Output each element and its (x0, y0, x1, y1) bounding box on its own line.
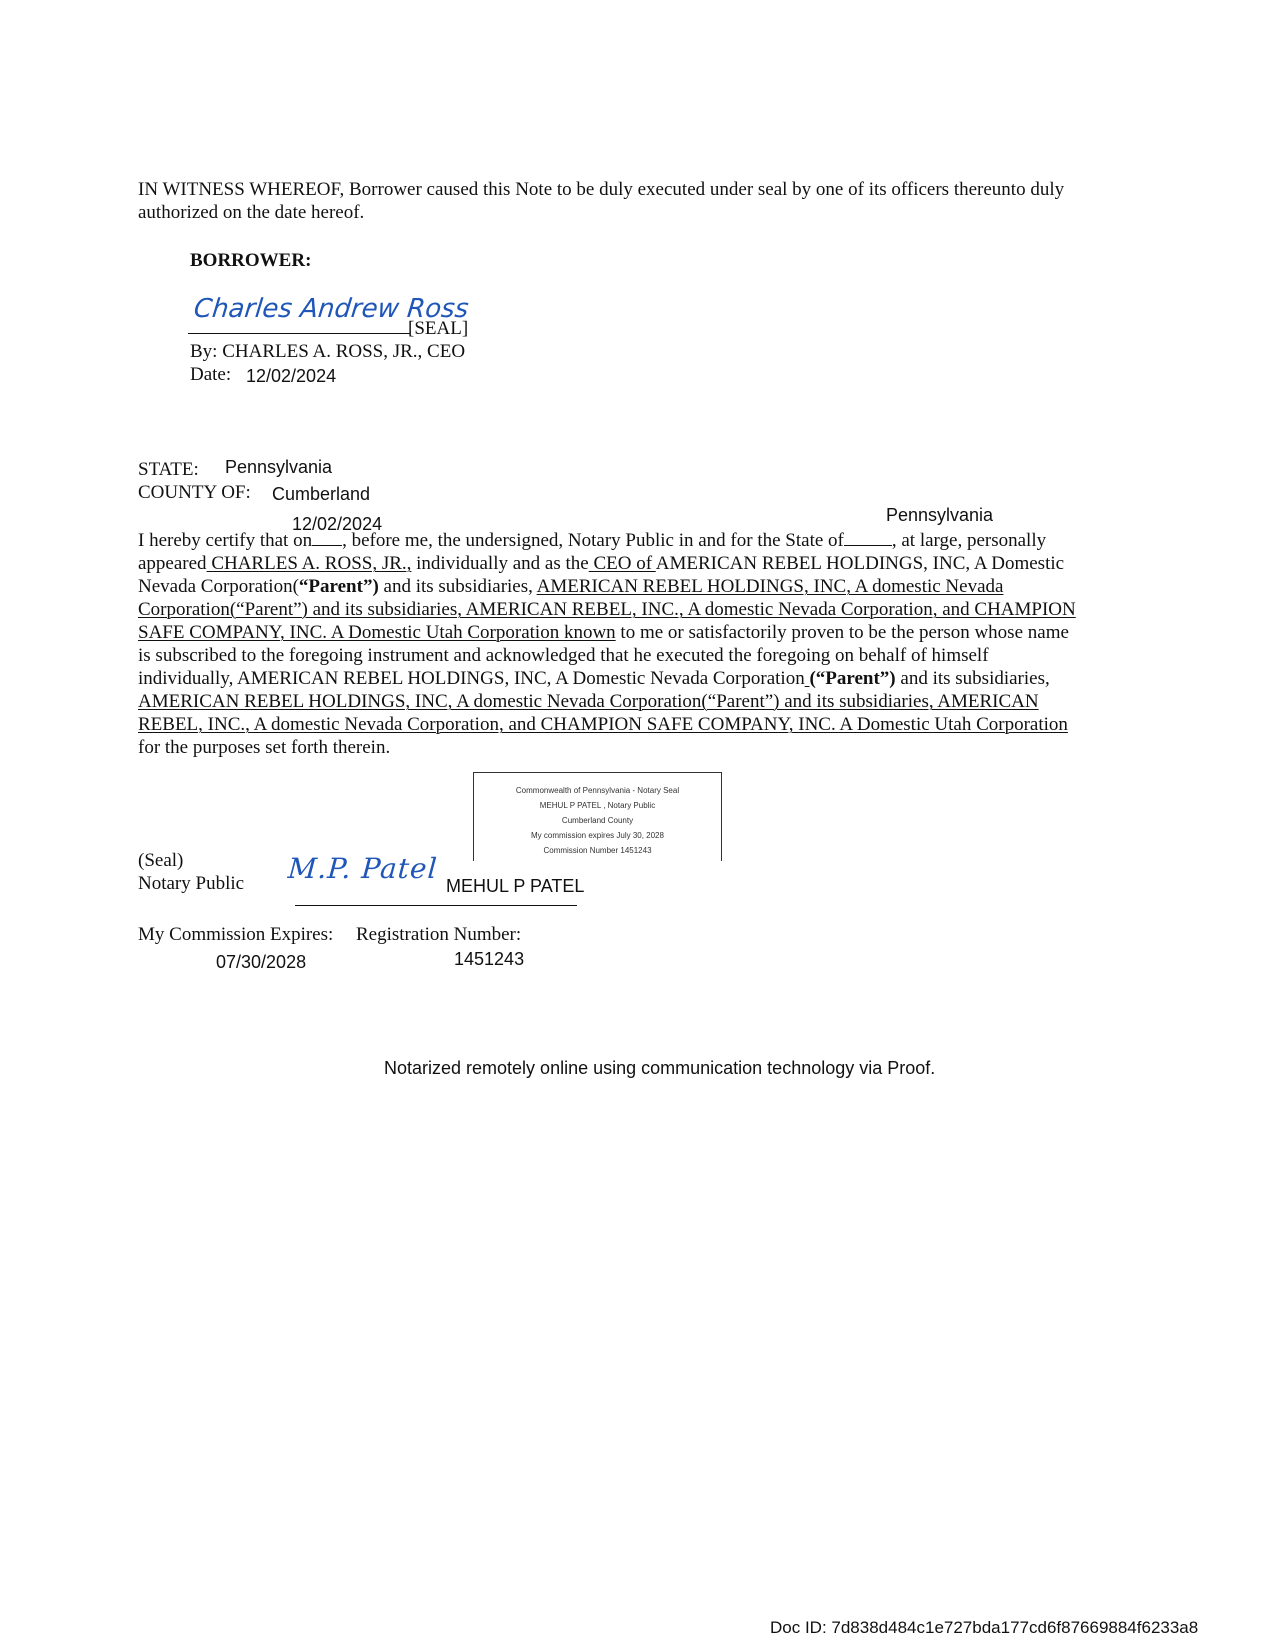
appeared-title: CEO of (588, 553, 656, 574)
certification-state-fill: Pennsylvania (886, 505, 994, 525)
borrower-by-line: By: CHARLES A. ROSS, JR., CEO (190, 341, 466, 362)
state-value: Pennsylvania (225, 457, 333, 477)
seal-line-4: My commission expires July 30, 2028 (531, 831, 664, 840)
registration-number-value: 1451243 (454, 949, 525, 969)
notary-seal-stamp (473, 772, 722, 861)
borrower-heading: BORROWER: (190, 250, 312, 271)
cert-l7-b: and its subsidiaries, (895, 668, 1050, 689)
certification-line-5 (138, 622, 1069, 644)
witness-line-2: authorized on the date hereof. (138, 202, 365, 223)
certification-line-3 (138, 576, 1003, 598)
cert-l4-entities: Corporation(“Parent”) and its subsidiaries, AMERICAN REBEL, INC., A domestic Nevada Corporation, and CHAMPION (138, 599, 1076, 620)
cert-l2-b: individually and as the (411, 553, 589, 574)
notary-signature-line (295, 905, 577, 906)
commission-expires-label: My Commission Expires: (138, 924, 334, 945)
cert-l7-a: individually, AMERICAN REBEL HOLDINGS, INC, A Domestic Nevada Corporation (138, 668, 805, 689)
commission-expires-value: 07/30/2028 (216, 952, 307, 972)
certification-line-4 (138, 599, 1076, 621)
seal-line-2: MEHUL P PATEL , Notary Public (539, 801, 656, 810)
cert-l3-b: and its subsidiaries, (378, 576, 537, 597)
cert-l8-entities: AMERICAN REBEL HOLDINGS, INC, A domestic Nevada Corporation(“Parent”) and its subsidiaries, AMERICAN (138, 691, 1039, 712)
borrower-seal-label: [SEAL] (408, 318, 469, 339)
cert-l3-entities: AMERICAN REBEL HOLDINGS, INC, A domestic Nevada (536, 576, 1004, 597)
registration-number-label: Registration Number: (356, 924, 522, 945)
date-blank (312, 545, 342, 546)
county-label: COUNTY OF: (138, 482, 251, 503)
certification-line-10: for the purposes set forth therein. (138, 737, 391, 758)
notary-printed-name: MEHUL P PATEL (446, 876, 585, 896)
cert-l5-b: to me or satisfactorily proven to be the person whose name (615, 622, 1069, 643)
certification-line-1 (138, 530, 1046, 552)
notary-seal-label: (Seal) (138, 850, 184, 871)
cert-l1-a: I hereby certify that on (138, 530, 313, 551)
county-value: Cumberland (272, 484, 371, 504)
seal-line-3: Cumberland County (561, 816, 634, 825)
witness-line-1: IN WITNESS WHEREOF, Borrower caused this Note to be duly executed under seal by one of its officers thereunto duly (138, 179, 1065, 200)
certification-line-6: is subscribed to the foregoing instrument and acknowledged that he executed the foregoing on behalf of himself (138, 645, 989, 666)
proof-note: Notarized remotely online using communication technology via Proof. (384, 1058, 936, 1078)
borrower-signature-line (188, 333, 410, 334)
cert-l9-entities: REBEL, INC., A domestic Nevada Corporation, and CHAMPION SAFE COMPANY, INC. A Domestic Utah Corporation (138, 714, 1068, 735)
certification-line-8 (138, 691, 1039, 713)
notary-signature: M.P. Patel (286, 852, 439, 885)
state-label: STATE: (138, 459, 199, 480)
borrower-date-label: Date: (190, 364, 232, 385)
cert-l1-b: , before me, the undersigned, Notary Public in and for the State of (342, 530, 844, 551)
doc-id: Doc ID: 7d838d484c1e727bda177cd6f87669884f6233a8 (770, 1618, 1199, 1637)
certification-date-fill: 12/02/2024 (292, 514, 383, 534)
cert-l5-entities: SAFE COMPANY, INC. A Domestic Utah Corporation known (138, 622, 616, 643)
appeared-name: CHARLES A. ROSS, JR., (206, 553, 412, 574)
borrower-signature: Charles Andrew Ross (192, 294, 470, 324)
certification-line-9 (138, 714, 1068, 736)
cert-l3-a: Nevada Corporation( (138, 576, 299, 597)
seal-line-5: Commission Number 1451243 (543, 846, 652, 855)
cert-l2-c: AMERICAN REBEL HOLDINGS, INC, A Domestic (655, 553, 1065, 574)
cert-l2-a: appeared (138, 553, 207, 574)
certification-line-7 (138, 668, 1050, 690)
cert-l3-parent: “Parent”) (298, 576, 379, 597)
seal-line-1: Commonwealth of Pennsylvania - Notary Seal (515, 786, 680, 795)
state-blank (844, 545, 892, 546)
cert-l7-parent: (“Parent”) (809, 668, 896, 689)
cert-l1-c: , at large, personally (891, 530, 1047, 551)
notary-public-label: Notary Public (138, 873, 245, 894)
certification-line-2 (138, 553, 1064, 575)
borrower-date-value: 12/02/2024 (246, 366, 337, 386)
